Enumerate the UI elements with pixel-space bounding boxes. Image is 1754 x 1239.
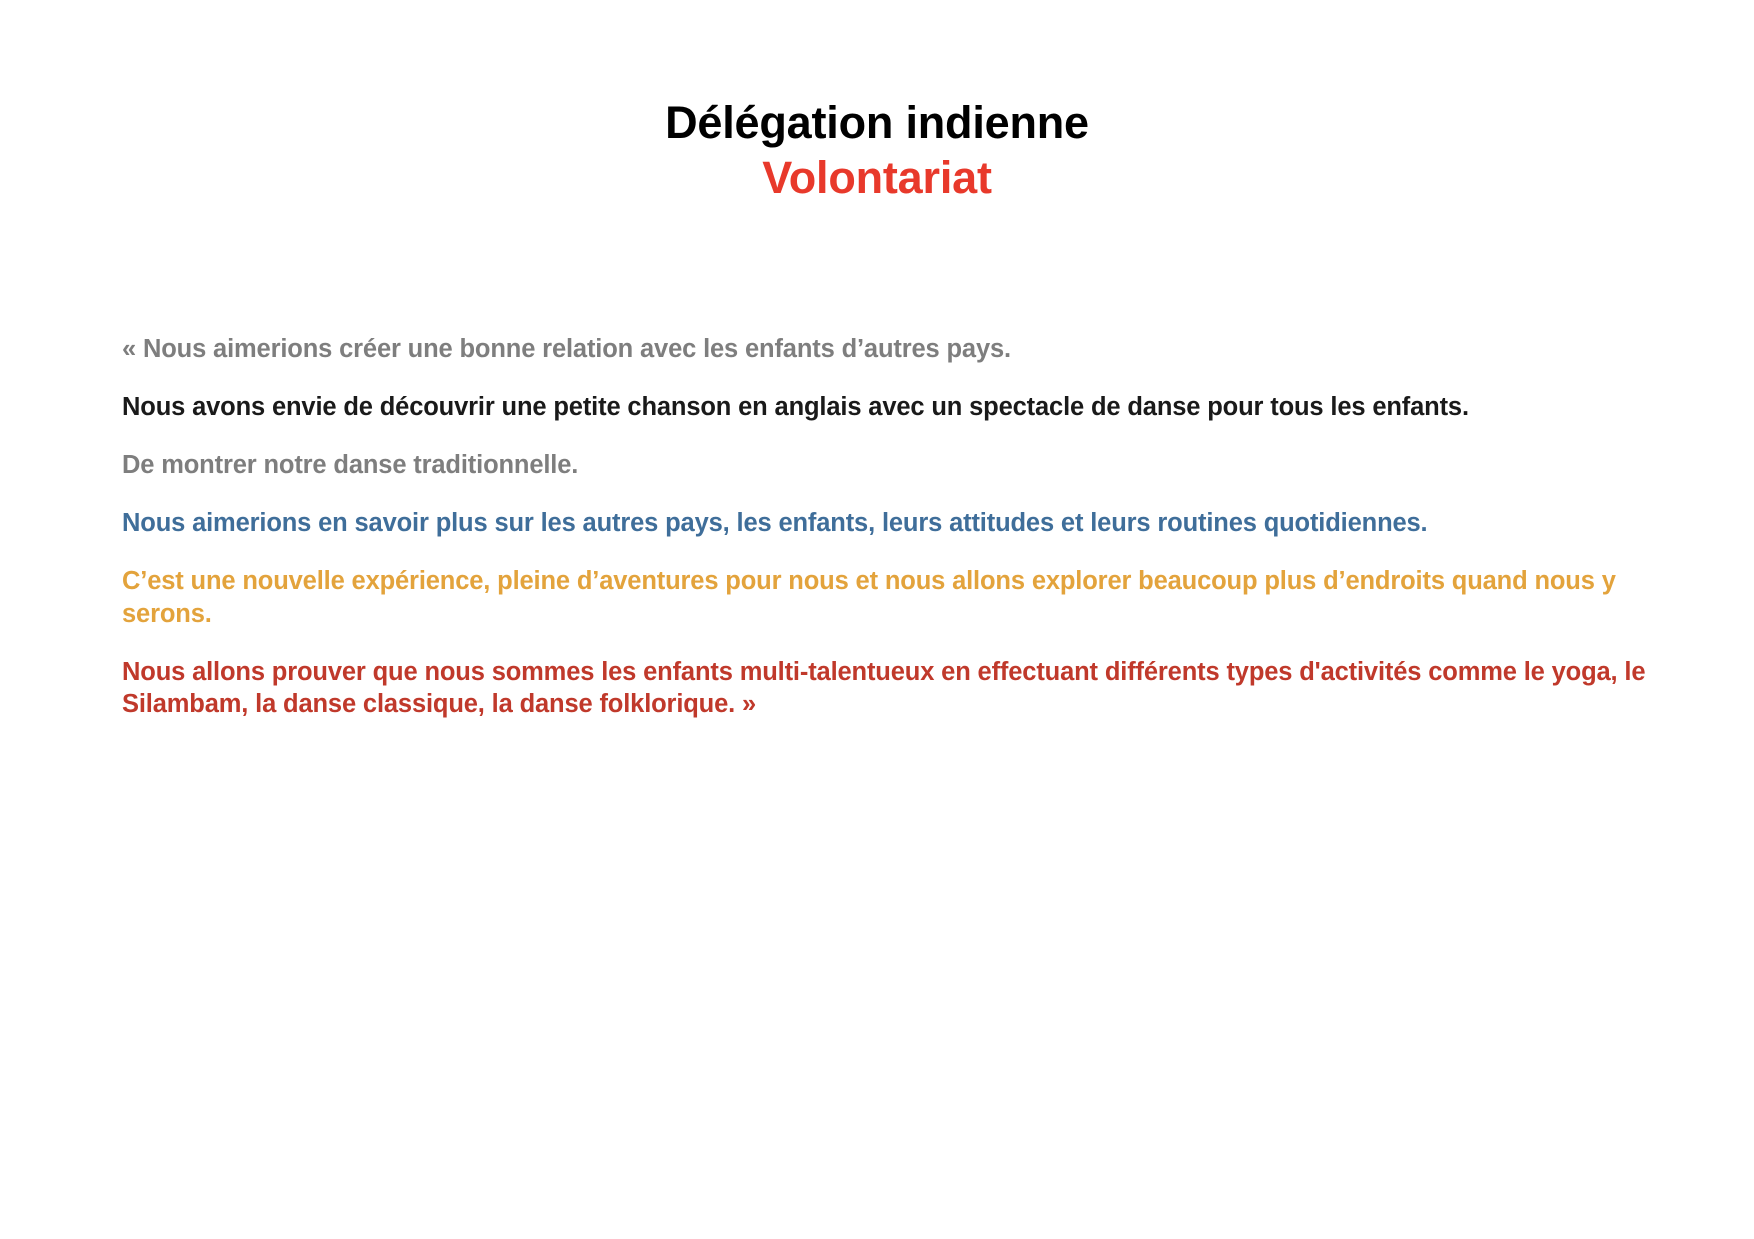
paragraph-new-experience: C’est une nouvelle expérience, pleine d’aventures pour nous et nous allons explorer beaucoup plus d’endroits quand nous y serons. bbox=[122, 567, 1616, 628]
paragraph-learn-about-others: Nous aimerions en savoir plus sur les autres pays, les enfants, leurs attitudes et leurs routines quotidiennes. bbox=[122, 508, 1428, 537]
page-title: Délégation indienne bbox=[665, 97, 1089, 148]
slide-title bbox=[0, 96, 1754, 206]
paragraph-quote-opening: « Nous aimerions créer une bonne relation avec les enfants d’autres pays. bbox=[122, 334, 1011, 363]
page-subtitle: Volontariat bbox=[762, 151, 992, 203]
paragraph-multi-talented: Nous allons prouver que nous sommes les enfants multi-talentueux en effectuant différents types d'activités comme le yoga, le Silambam, la danse classique, la danse folklorique. » bbox=[122, 657, 1646, 719]
paragraph-song-and-dance: Nous avons envie de découvrir une petite chanson en anglais avec un spectacle de danse pour tous les enfants. bbox=[122, 392, 1469, 421]
paragraph-traditional-dance: De montrer notre danse traditionnelle. bbox=[122, 450, 579, 479]
slide-body bbox=[122, 307, 1667, 744]
